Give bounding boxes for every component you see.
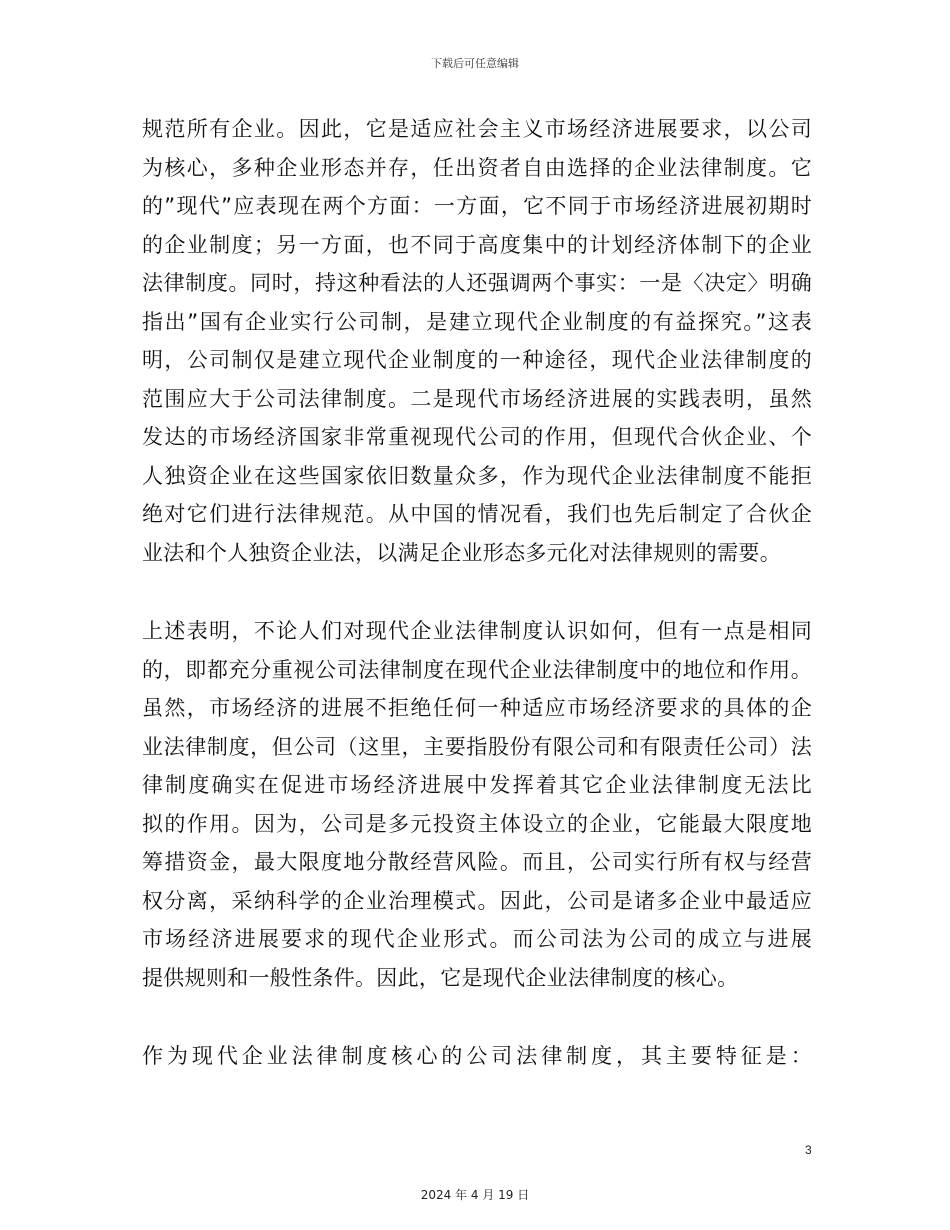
- text-line: 指出”国有企业实行公司制，是建立现代企业制度的有益探究。”这表: [142, 309, 812, 334]
- text-line: 权分离，采纳科学的企业治理模式。因此，公司是诸多企业中最适应: [142, 888, 812, 913]
- text-line: 拟的作用。因为，公司是多元投资主体设立的企业，它能最大限度地: [142, 811, 812, 836]
- paragraph-gap: [142, 572, 812, 612]
- document-body: [142, 110, 812, 1076]
- text-line: 人独资企业在这些国家依旧数量众多，作为现代企业法律制度不能拒: [142, 463, 812, 488]
- text-line: 的，即都充分重视公司法律制度在现代企业法律制度中的地位和作用。: [142, 657, 812, 682]
- text-line: 律制度确实在促进市场经济进展中发挥着其它企业法律制度无法比: [142, 773, 812, 797]
- text-line: 的企业制度；另一方面，也不同于高度集中的计划经济体制下的企业: [142, 232, 812, 257]
- text-line: 明，公司制仅是建立现代企业制度的一种途径，现代企业法律制度的: [142, 348, 812, 372]
- text-line: 范围应大于公司法律制度。二是现代市场经济进展的实践表明，虽然: [142, 386, 812, 411]
- text-line: 筹措资金，最大限度地分散经营风险。而且，公司实行所有权与经营: [142, 850, 812, 874]
- paragraph-1: [142, 110, 812, 572]
- paragraph-gap: [142, 997, 812, 1037]
- text-line: 法律制度。同时，持这种看法的人还强调两个事实：一是〈决定〉明确: [142, 271, 812, 295]
- text-line: 虽然，市场经济的进展不拒绝任何一种适应市场经济要求的具体的企: [142, 696, 812, 720]
- text-line: 绝对它们进行法律规范。从中国的情况看，我们也先后制定了合伙企: [142, 502, 812, 526]
- text-line: 作为现代企业法律制度核心的公司法律制度，其主要特征是：: [142, 1044, 812, 1068]
- text-line: 的”现代”应表现在两个方面：一方面，它不同于市场经济进展初期时: [142, 194, 812, 218]
- text-line: 提供规则和一般性条件。因此，它是现代企业法律制度的核心。: [142, 965, 739, 990]
- text-line: 业法和个人独资企业法，以满足企业形态多元化对法律规则的需要。: [142, 540, 781, 565]
- paragraph-2: [142, 612, 812, 997]
- text-line: 发达的市场经济国家非常重视现代公司的作用，但现代合伙企业、个: [142, 425, 812, 449]
- paragraph-3: [142, 1037, 812, 1076]
- page-number: 3: [805, 1143, 812, 1157]
- page-header: 下载后可任意编辑: [431, 57, 519, 70]
- text-line: 为核心，多种企业形态并存，任出资者自由选择的企业法律制度。它: [142, 155, 812, 180]
- text-line: 业法律制度，但公司（这里，主要指股份有限公司和有限责任公司）法: [142, 734, 812, 759]
- text-line: 市场经济进展要求的现代企业形式。而公司法为公司的成立与进展: [142, 927, 812, 951]
- text-line: 规范所有企业。因此，它是适应社会主义市场经济进展要求，以公司: [142, 117, 812, 141]
- text-line: 上述表明，不论人们对现代企业法律制度认识如何，但有一点是相同: [142, 619, 812, 643]
- footer-date: 2024 年 4 月 19 日: [420, 1188, 530, 1202]
